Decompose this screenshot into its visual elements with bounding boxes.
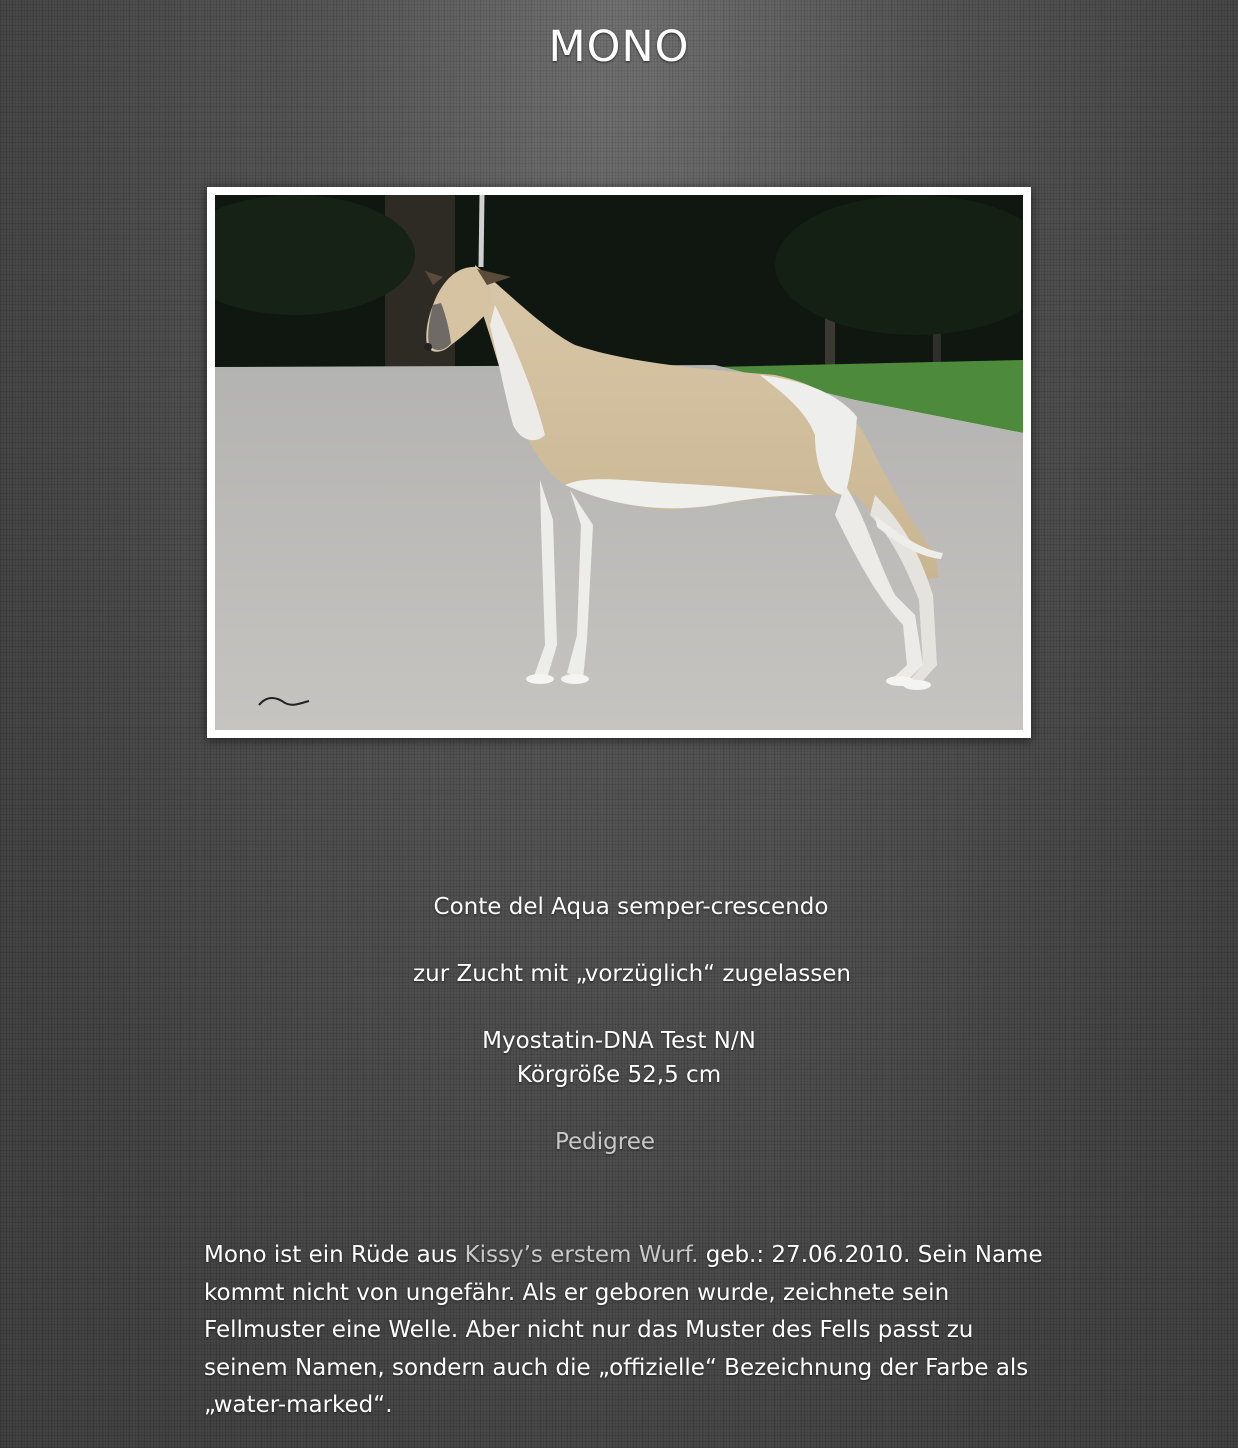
litter-link[interactable]: Kissy’s erstem Wurf. xyxy=(464,1242,699,1268)
page-title: MONO xyxy=(548,22,690,72)
dog-info xyxy=(0,890,1238,1159)
pedigree-link[interactable]: Pedigree xyxy=(554,1129,656,1155)
dna-test: Myostatin-DNA Test N/N xyxy=(482,1028,756,1054)
dog-photo-frame xyxy=(207,187,1031,738)
registered-name: Conte del Aqua semper-crescendo xyxy=(433,894,829,920)
dog-photo xyxy=(215,195,1023,730)
description-text-end: geb.: 27.06.2010. Sein Name kommt nicht von ungefähr. Als er geboren wurde, zeichnete sein Fellmuster eine Welle. Aber nicht nur das Muster des Fells passt zu seinem Namen, sondern auch die „offizielle“ Bezeichnung der Farbe als „water-marked“. xyxy=(204,1242,1043,1418)
description-paragraph xyxy=(204,1237,1044,1425)
height: Körgröße 52,5 cm xyxy=(516,1062,722,1088)
description-text-start: Mono ist ein Rüde aus xyxy=(204,1242,465,1268)
breeding-status: zur Zucht mit „vorzüglich“ zugelassen xyxy=(413,961,851,987)
